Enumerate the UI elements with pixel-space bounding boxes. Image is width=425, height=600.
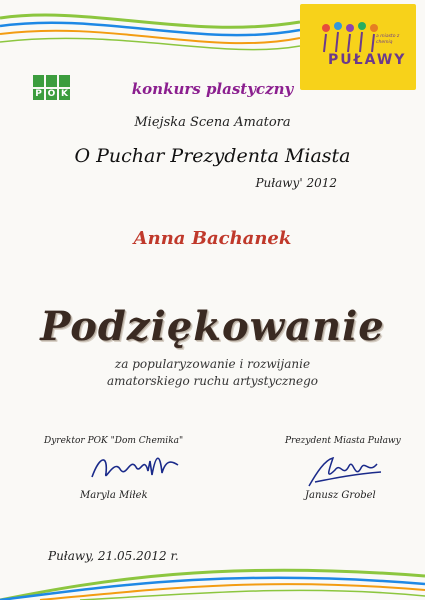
- pulawy-logo-text: PUŁAWY: [328, 52, 407, 68]
- contest-label: konkurs plastyczny: [131, 80, 294, 98]
- right-handwritten-signature: [305, 452, 385, 492]
- recipient-name: Anna Bachanek: [133, 228, 292, 249]
- description-line-2: amatorskiego ruchu artystycznego: [106, 374, 319, 388]
- organizer-name: Miejska Scena Amatora: [134, 115, 291, 130]
- left-signatory-role: Dyrektor POK "Dom Chemika": [44, 436, 184, 446]
- description-line-1: za popularyzowanie i rozwijanie: [114, 357, 311, 371]
- right-signatory-role: Prezydent Miasta Puławy: [285, 436, 401, 446]
- cup-title: O Puchar Prezydenta Miasta: [74, 145, 351, 167]
- place-and-date: Puławy, 21.05.2012 r.: [48, 549, 179, 563]
- left-handwritten-signature: [86, 447, 182, 489]
- right-signatory-name: Janusz Grobel: [305, 490, 376, 501]
- pok-logo-text: P O K: [33, 89, 71, 100]
- left-signatory-name: Maryla Miłek: [80, 490, 148, 501]
- pulawy-slogan: a miasto z chemią: [376, 34, 400, 45]
- people-figures-icon: [320, 22, 380, 56]
- certificate-title: Podziękowanie: [40, 303, 385, 350]
- place-year: Puławy' 2012: [255, 176, 337, 190]
- bottom-swoosh-decoration: [0, 530, 425, 600]
- pulawy-city-logo: [300, 4, 416, 90]
